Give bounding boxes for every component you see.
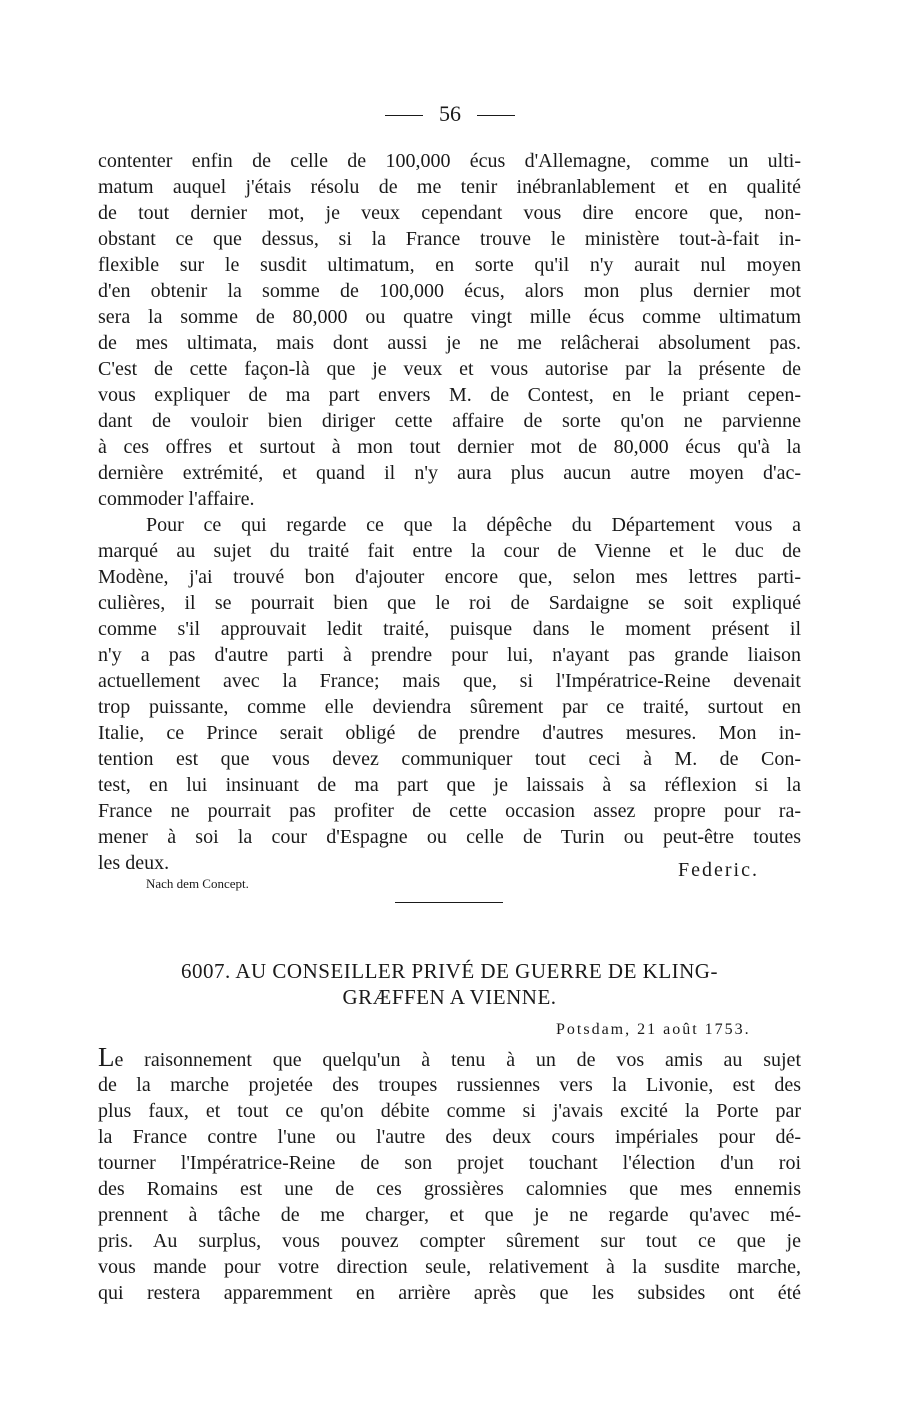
letter-line: d'en obtenir la somme de 100,000 écus, alors mon plus dernier mot <box>98 280 801 302</box>
letter-line: test, en lui insinuant de ma part que je laissais à sa réflexion si la <box>98 774 801 796</box>
letter-line: France ne pourrait pas profiter de cette occasion assez propre pour ra- <box>98 800 801 822</box>
letter-line: comme s'il approuvait ledit traité, puisque dans le moment présent il <box>98 618 801 640</box>
letter-line: trop puissante, comme elle deviendra sûrement par ce traité, surtout en <box>98 696 801 718</box>
letter-line: prennent à tâche de me charger, et que je ne regarde qu'avec mé- <box>98 1204 801 1226</box>
letter-line: marqué au sujet du traité fait entre la cour de Vienne et le duc de <box>98 540 801 562</box>
letter-line: Italie, ce Prince serait obligé de prendre d'autres mesures. Mon in- <box>98 722 801 744</box>
letter-line: actuellement avec la France; mais que, si l'Impératrice-Reine devenait <box>98 670 801 692</box>
letter-line: matum auquel j'étais résolu de me tenir inébranlablement et en qualité <box>98 176 801 198</box>
letter-line-first <box>98 1042 801 1073</box>
page-number-dash-right <box>477 115 515 116</box>
letter-line: Pour ce qui regarde ce que la dépêche du Département vous a <box>146 514 801 536</box>
letter-line: culières, il se pourrait bien que le roi de Sardaigne se soit expliqué <box>98 592 801 614</box>
letter-line: pris. Au surplus, vous pouvez compter sûrement sur tout ce que je <box>98 1230 801 1252</box>
letter-line: Modène, j'ai trouvé bon d'ajouter encore que, selon mes lettres parti- <box>98 566 801 588</box>
letter-line: tention est que vous devez communiquer tout ceci à M. de Con- <box>98 748 801 770</box>
letter-line: plus faux, et tout ce qu'on débite comme si j'avais excité la Porte par <box>98 1100 801 1122</box>
source-note: Nach dem Concept. <box>146 876 249 891</box>
letter-line: contenter enfin de celle de 100,000 écus d'Allemagne, comme un ulti- <box>98 150 801 172</box>
letter-line: qui restera apparemment en arrière après que les subsides ont été <box>98 1282 801 1304</box>
letter-heading: 6007. AU CONSEILLER PRIVÉ DE GUERRE DE KLING- <box>181 959 718 983</box>
letter-line: vous expliquer de ma part envers M. de Contest, en le priant cepen- <box>98 384 801 406</box>
letter-line: de la marche projetée des troupes russiennes vers la Livonie, est des <box>98 1074 801 1096</box>
drop-cap: L <box>98 1042 115 1072</box>
letter-line: dernière extrémité, et quand il n'y aura plus aucun autre moyen d'ac- <box>98 462 801 484</box>
letter-line: sera la somme de 80,000 ou quatre vingt mille écus comme ultimatum <box>98 306 801 328</box>
letter-line-text: e raisonnement que quelqu'un à tenu à un de vos amis au sujet <box>114 1049 801 1071</box>
letter-line: les deux. <box>98 852 170 874</box>
letter-line: commoder l'affaire. <box>98 488 255 510</box>
letter-line: la France contre l'une ou l'autre des deux cours impériales pour dé- <box>98 1126 801 1148</box>
page-number-row <box>0 100 900 128</box>
page-number-dash-left <box>385 115 423 116</box>
letter-line: des Romains est une de ces grossières calomnies que mes ennemis <box>98 1178 801 1200</box>
signature: Federic. <box>678 859 759 881</box>
letter-line: flexible sur le susdit ultimatum, en sorte qu'il n'y aurait nul moyen <box>98 254 801 276</box>
letter-heading-continued: GRÆFFEN A VIENNE. <box>342 985 557 1009</box>
letter-line: mener à soi la cour d'Espagne ou celle de Turin ou peut-être toutes <box>98 826 801 848</box>
letter-line: de tout dernier mot, je veux cependant vous dire encore que, non- <box>98 202 801 224</box>
page-number: 56 <box>439 101 461 126</box>
letter-line: tourner l'Impératrice-Reine de son projet touchant l'élection d'un roi <box>98 1152 801 1174</box>
letter-line: dant de vouloir bien diriger cette affaire de sorte qu'on ne parvienne <box>98 410 801 432</box>
letter-line: C'est de cette façon-là que je veux et vous autorise par la présente de <box>98 358 801 380</box>
letter-line: obstant ce que dessus, si la France trouve le ministère tout-à-fait in- <box>98 228 801 250</box>
letter-line: à ces offres et surtout à mon tout dernier mot de 80,000 écus qu'à la <box>98 436 801 458</box>
letter-line: de mes ultimata, mais dont aussi je ne me relâcherai absolument pas. <box>98 332 801 354</box>
letter-line: vous mande pour votre direction seule, relativement à la susdite marche, <box>98 1256 801 1278</box>
letter-line: n'y a pas d'autre parti à prendre pour lui, n'ayant pas grande liaison <box>98 644 801 666</box>
section-separator <box>395 902 503 903</box>
dateline: Potsdam, 21 août 1753. <box>556 1021 751 1038</box>
